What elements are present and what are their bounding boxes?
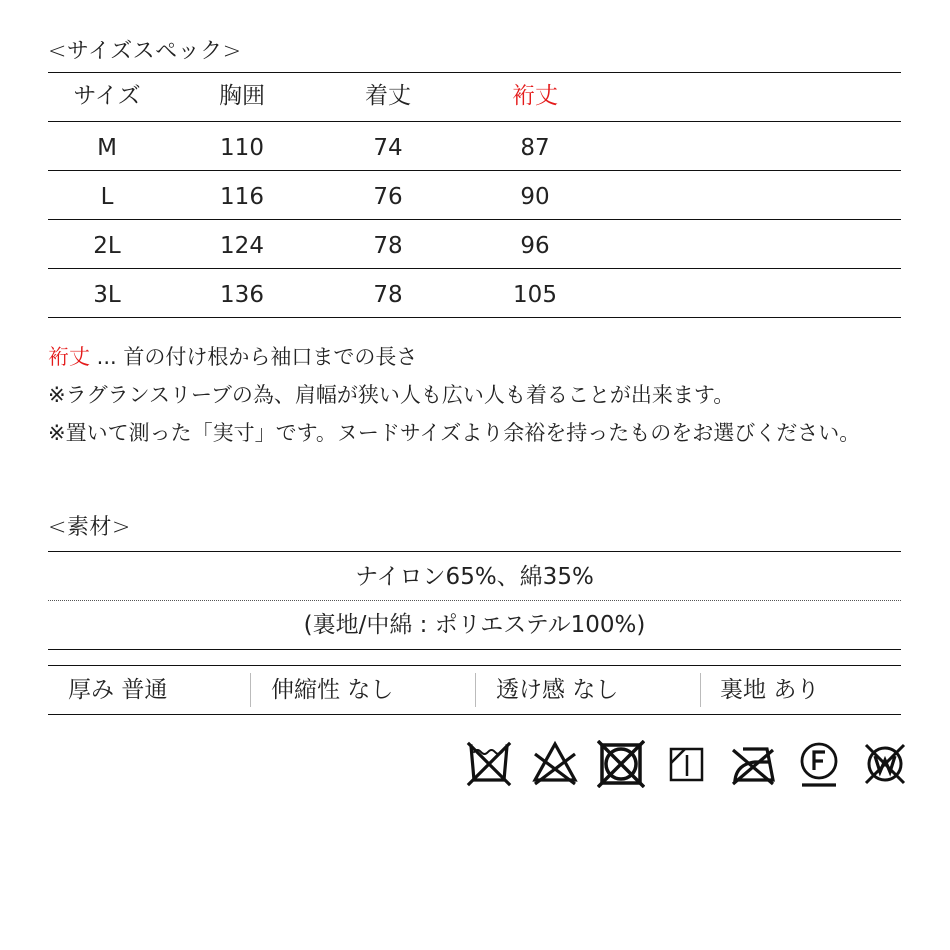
property-value: あり: [773, 677, 820, 703]
note-sleeve-definition: [48, 338, 417, 376]
cell-chest: 110: [220, 135, 264, 161]
property-thickness: [68, 666, 167, 715]
cell-chest: 116: [220, 184, 264, 210]
no-iron-icon: [729, 740, 777, 788]
no-wet-clean-icon: [861, 740, 909, 788]
note-term: 裄丈: [48, 345, 90, 369]
drip-dry-shade-icon: [663, 740, 711, 788]
property-label: 伸縮性: [271, 677, 340, 703]
row-rule: [48, 170, 901, 171]
material-sub: (裏地/中綿 : ポリエステル100%): [303, 612, 646, 638]
material-bottom-rule: [48, 649, 901, 650]
column-header-sleeve: 裄丈: [512, 83, 558, 109]
cell-length: 74: [373, 135, 403, 161]
material-top-rule: [48, 551, 901, 552]
material-title: <素材>: [48, 515, 131, 540]
property-divider: [250, 673, 251, 707]
property-label: 透け感: [496, 677, 565, 703]
column-header-size: サイズ: [73, 83, 141, 109]
property-divider: [475, 673, 476, 707]
size-spec-title: <サイズスペック>: [48, 39, 242, 64]
note-definition: ... 首の付け根から袖口までの長さ: [90, 345, 418, 369]
no-tumble-dry-icon: [597, 740, 645, 788]
cell-sleeve: 90: [520, 184, 550, 210]
property-value: なし: [347, 677, 394, 703]
cell-chest: 136: [220, 282, 264, 308]
cell-sleeve: 105: [513, 282, 557, 308]
note-raglan: ※ラグランスリーブの為、肩幅が狭い人も広い人も着ることが出来ます。: [48, 383, 735, 407]
table-bottom-rule: [48, 317, 901, 318]
cell-sleeve: 87: [520, 135, 550, 161]
property-value: なし: [572, 677, 619, 703]
cell-size: L: [100, 184, 114, 210]
column-header-chest: 胸囲: [219, 83, 265, 109]
row-rule: [48, 219, 901, 220]
properties-bottom-rule: [48, 714, 901, 715]
row-rule: [48, 268, 901, 269]
cell-length: 76: [373, 184, 403, 210]
cell-size: M: [97, 135, 117, 161]
property-label: 裏地: [720, 677, 766, 703]
cell-chest: 124: [220, 233, 264, 259]
property-value: 普通: [121, 677, 168, 703]
cell-size: 3L: [93, 282, 121, 308]
material-main: ナイロン65%、綿35%: [355, 564, 594, 590]
note-measurement: ※置いて測った「実寸」です。ヌードサイズより余裕を持ったものをお選びください。: [48, 421, 861, 445]
dry-clean-f-gentle-icon: [795, 740, 843, 788]
cell-sleeve: 96: [520, 233, 550, 259]
no-bleach-icon: [531, 740, 579, 788]
cell-length: 78: [373, 233, 403, 259]
property-stretch: [271, 666, 393, 715]
no-washing-icon: [465, 740, 513, 788]
property-divider: [700, 673, 701, 707]
table-header-rule: [48, 121, 901, 122]
property-sheerness: [496, 666, 618, 715]
property-label: 厚み: [68, 677, 114, 703]
property-lining: [720, 666, 819, 715]
column-header-length: 着丈: [365, 83, 411, 109]
cell-length: 78: [373, 282, 403, 308]
cell-size: 2L: [93, 233, 121, 259]
